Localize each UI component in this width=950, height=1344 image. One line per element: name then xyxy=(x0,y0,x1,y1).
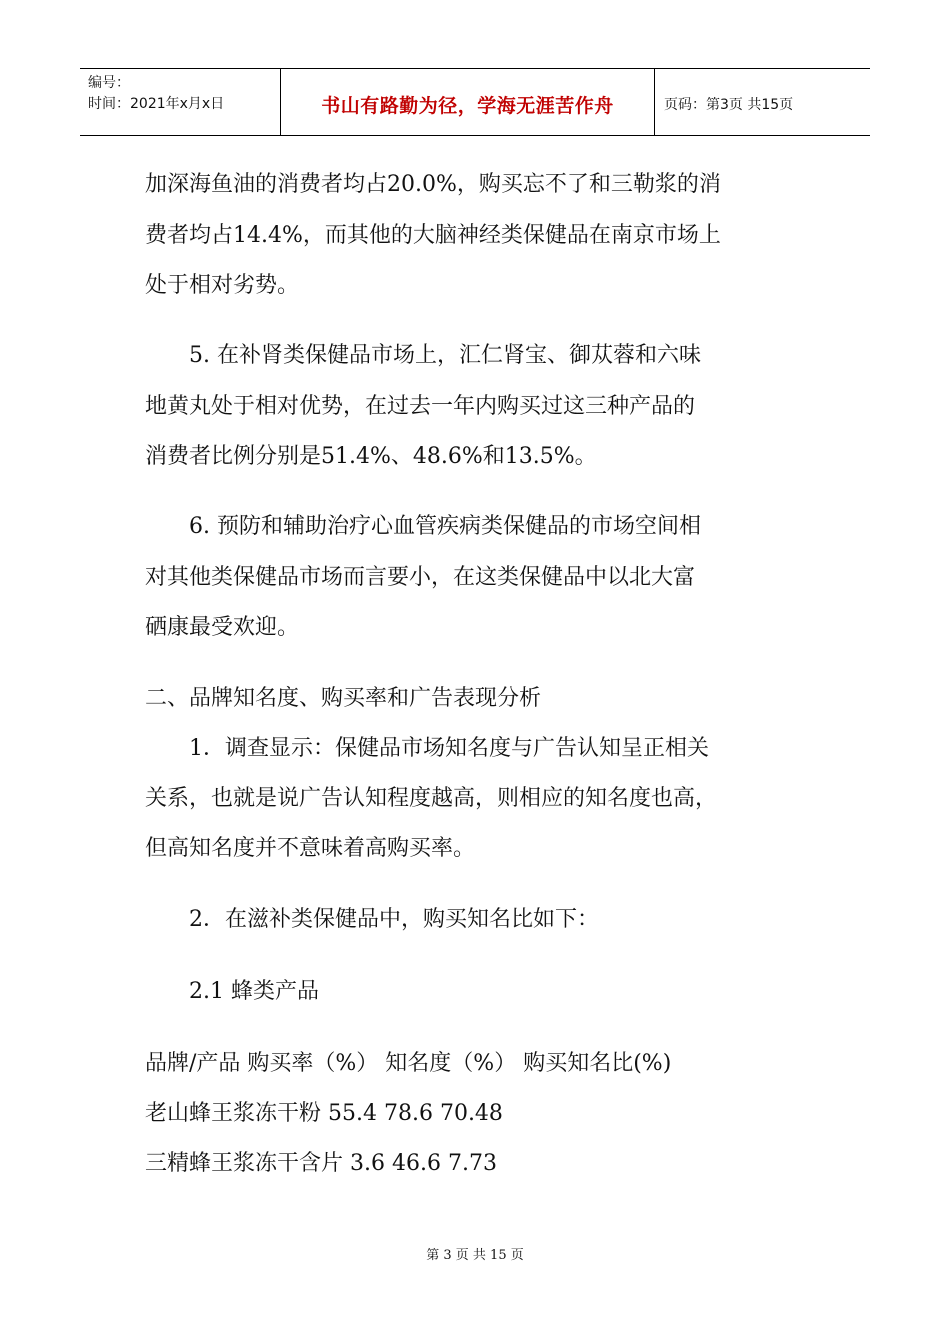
header-page-info: 页码：第3页 共15页 xyxy=(664,97,794,113)
body-line: 5. 在补肾类保健品市场上，汇仁肾宝、御苁蓉和六味 xyxy=(145,343,701,368)
header-motto-cell xyxy=(281,69,655,135)
body-line: 但高知名度并不意味着高购买率。 xyxy=(145,836,476,861)
header-meta xyxy=(80,69,281,135)
header-motto: 书山有路勤为径，学海无涯苦作舟 xyxy=(321,94,614,117)
document-date-label: 时间：2021年x月x日 xyxy=(88,96,225,112)
page-header xyxy=(80,68,870,136)
table-header-line: 品牌/产品 购买率（%） 知名度（%） 购买知名比(%) xyxy=(145,1051,672,1076)
body-line: 1．调查显示：保健品市场知名度与广告认知呈正相关 xyxy=(145,736,709,761)
header-page-info-cell xyxy=(655,69,870,135)
page-footer: 第 3 页 共 15 页 xyxy=(426,1248,524,1263)
subsection-heading: 2.1 蜂类产品 xyxy=(145,979,319,1004)
body-line: 关系，也就是说广告认知程度越高，则相应的知名度也高， xyxy=(145,786,718,811)
table-row-line: 三精蜂王浆冻干含片 3.6 46.6 7.73 xyxy=(145,1151,497,1176)
body-line: 消费者比例分别是51.4%、48.6%和13.5%。 xyxy=(145,444,597,469)
section-heading: 二、品牌知名度、购买率和广告表现分析 xyxy=(145,686,542,711)
document-number-label: 编号： xyxy=(88,75,130,91)
body-line: 2．在滋补类保健品中，购买知名比如下： xyxy=(145,907,599,932)
body-line: 6. 预防和辅助治疗心血管疾病类保健品的市场空间相 xyxy=(145,514,701,539)
body-line: 对其他类保健品市场而言要小，在这类保健品中以北大富 xyxy=(145,565,696,590)
body-line: 加深海鱼油的消费者均占20.0%，购买忘不了和三勒浆的消 xyxy=(145,172,721,197)
body-line: 费者均占14.4%，而其他的大脑神经类保健品在南京市场上 xyxy=(145,223,721,248)
table-row-line: 老山蜂王浆冻干粉 55.4 78.6 70.48 xyxy=(145,1101,503,1126)
body-line: 地黄丸处于相对优势，在过去一年内购买过这三种产品的 xyxy=(145,394,696,419)
body-line: 处于相对劣势。 xyxy=(145,273,300,298)
body-line: 硒康最受欢迎。 xyxy=(145,615,300,640)
